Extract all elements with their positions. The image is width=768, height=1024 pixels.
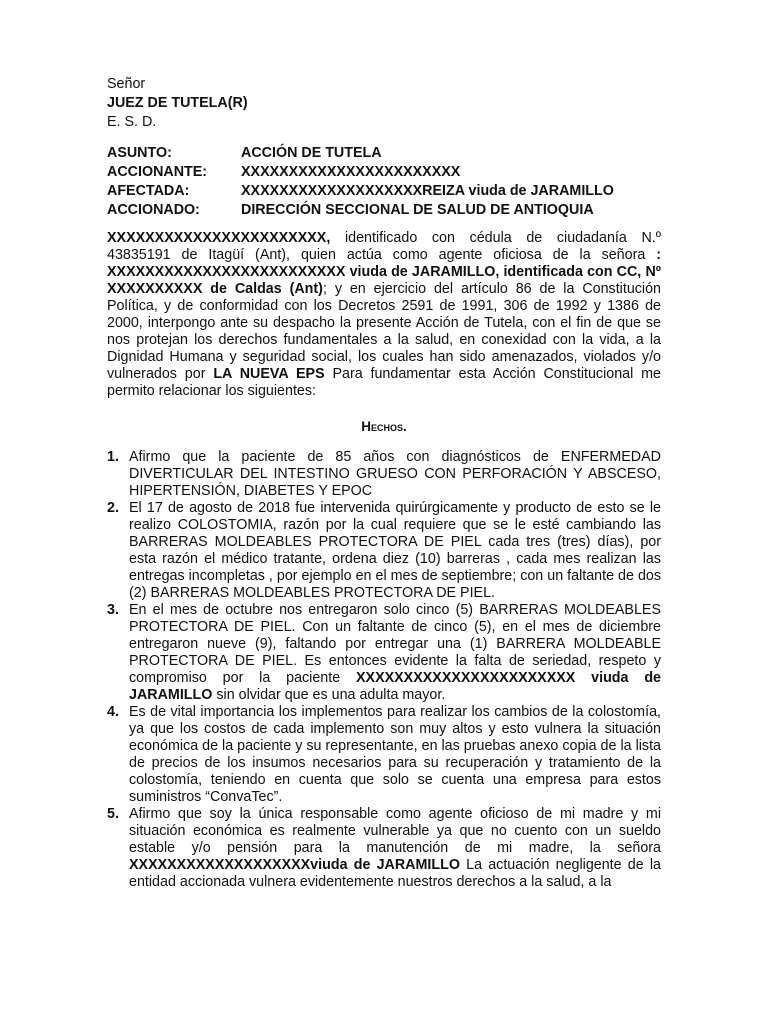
esd-line: E. S. D. [107, 114, 157, 130]
meta-row-accionante [107, 164, 667, 183]
fact-item [107, 806, 661, 891]
eps-name: LA NUEVA EPS [213, 366, 325, 382]
intro-text-3: Para fundamentar esta Acción Constitucional me permito relacionar los siguientes: [107, 366, 661, 399]
fact-item [107, 704, 661, 806]
meta-value: XXXXXXXXXXXXXXXXXXXXXXX [241, 164, 461, 180]
fact-text [129, 500, 661, 602]
addressee-block [107, 76, 248, 133]
meta-value: XXXXXXXXXXXXXXXXXXXREIZA viuda de JARAMILLO [241, 183, 614, 199]
meta-value: DIRECCIÓN SECCIONAL DE SALUD DE ANTIOQUIA [241, 202, 594, 218]
fact-text-c: sin olvidar que es una adulta mayor. [212, 687, 446, 703]
meta-label: ACCIONADO: [107, 202, 200, 218]
fact-text-c: La actuación negligente de la entidad accionada vulnera evidentemente nuestros derechos a la salud, a la [129, 857, 661, 890]
salutation: Señor [107, 76, 146, 92]
meta-row-asunto [107, 145, 667, 164]
fact-text [129, 704, 661, 806]
meta-row-accionado [107, 202, 667, 221]
affected-party: : XXXXXXXXXXXXXXXXXXXXXXXXX viuda de JARAMILLO, identificada con CC, Nº XXXXXXXXXX de Caldas (Ant) [107, 247, 661, 297]
fact-item [107, 449, 661, 500]
section-heading-hechos: Hechos. [361, 419, 407, 434]
intro-text-2: ; y en ejercicio del artículo 86 de la Constitución Política, y de conformidad con los Decretos 2591 de 1991, 306 de 1992 y 1386 de 2000, interpongo ante su despacho la presente Acción de Tutela, con el fin de que se nos protejan los derechos fundamentales a la salud, en conexidad con la vida, a la Dignidad Humana y seguridad social, los cuales han sido amenazados, violados y/o vulnerados por [107, 281, 661, 382]
fact-text [129, 806, 661, 891]
meta-label: ACCIONANTE: [107, 164, 208, 180]
facts-list [107, 449, 661, 891]
meta-label: AFECTADA: [107, 183, 190, 199]
fact-text [129, 449, 661, 500]
fact-number: 3. [107, 602, 119, 618]
meta-row-afectada [107, 183, 667, 202]
recipient: JUEZ DE TUTELA(R) [107, 95, 248, 111]
fact-text-a: Es de vital importancia los implementos para realizar los cambios de la colostomía, ya que los costos de cada implemento son muy altos y esto vulnera la situación económica de la paciente y su representante, en las pruebas anexo copia de la lista de precios de los insumos necesarios para su recuperación y tratamiento de la colostomía, teniendo en cuenta que solo se cuenta una empresa para estos suministros “ConvaTec”. [129, 704, 661, 805]
fact-text-a: Afirmo que soy la única responsable como agente oficioso de mi madre y mi situación económica es realmente vulnerable ya que no cuento con un sueldo estable y/o pensión para la manutención de mi madre, la señora [129, 806, 661, 856]
fact-text-bold: XXXXXXXXXXXXXXXXXXXviuda de JARAMILLO [129, 857, 460, 873]
fact-text-a: Afirmo que la paciente de 85 años con diagnósticos de ENFERMEDAD DIVERTICULAR DEL INTESTINO GRUESO CON PERFORACIÓN Y ABSCESO, HIPERTENSIÓN, DIABETES Y EPOC [129, 449, 661, 499]
meta-label: ASUNTO: [107, 145, 172, 161]
fact-number: 4. [107, 704, 119, 720]
fact-number: 2. [107, 500, 119, 516]
fact-text-bold: XXXXXXXXXXXXXXXXXXXXXXX viuda de JARAMILLO [129, 670, 661, 703]
fact-item [107, 500, 661, 602]
fact-text-a: En el mes de octubre nos entregaron solo cinco (5) BARRERAS MOLDEABLES PROTECTORA DE PIEL. Con un faltante de cinco (5), en el mes de diciembre entregaron nueve (9), faltando por entregar una (1) BARRERA MOLDEABLE PROTECTORA DE PIEL. Es entonces evidente la falta de seriedad, respeto y compromiso por la paciente [129, 602, 661, 686]
fact-text-a: El 17 de agosto de 2018 fue intervenida quirúrgicamente y producto de esto se le realizo COLOSTOMIA, razón por la cual requiere que se le esté cambiando las BARRERAS MOLDEABLES PROTECTORA DE PIEL cada tres (tres) días), por esta razón el médico tratante, ordena diez (10) barreras , cada mes realizan las entregas incompletas , por ejemplo en el mes de septiembre; con un faltante de dos (2) BARRERAS MOLDEABLES PROTECTORA DE PIEL. [129, 500, 661, 601]
fact-number: 1. [107, 449, 119, 465]
intro-text-1: identificado con cédula de ciudadanía N.º 43835191 de Itagüí (Ant), quien actúa como agente oficiosa de la señora [107, 230, 661, 263]
meta-value: ACCIÓN DE TUTELA [241, 145, 382, 161]
petitioner-name: XXXXXXXXXXXXXXXXXXXXXXX, [107, 230, 331, 246]
intro-paragraph [107, 230, 661, 400]
case-metadata [107, 145, 667, 221]
fact-text [129, 602, 661, 704]
fact-number: 5. [107, 806, 119, 822]
fact-item [107, 602, 661, 704]
